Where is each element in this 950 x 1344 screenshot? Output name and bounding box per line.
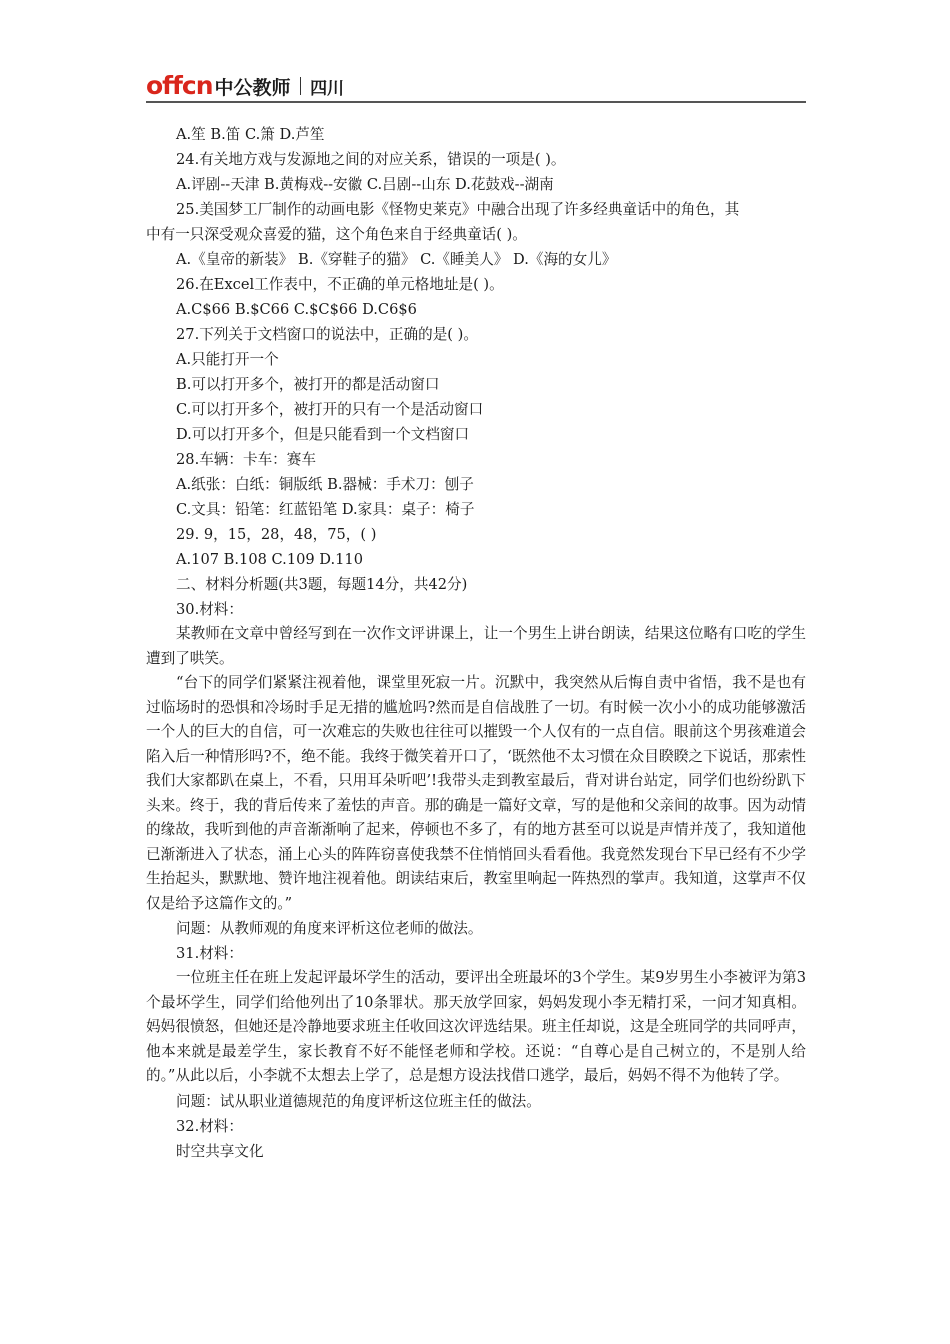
material-30-intro: 某教师在文章中曾经写到在一次作文评讲课上，让一个男生上讲台朗读，结果这位略有口吃的学生遭到了哄笑。 — [146, 625, 806, 667]
logo-region: 四川 — [310, 79, 345, 99]
text-line: A.评剧--天津 B.黄梅戏--安徽 C.吕剧--山东 D.花鼓戏--湖南 — [176, 176, 554, 193]
text-line: A.只能打开一个 — [176, 351, 279, 368]
text-line: A.《皇帝的新装》 B.《穿鞋子的猫》 C.《睡美人》 D.《海的女儿》 — [176, 251, 617, 268]
question-29: 29. 9，15，28，48，75，( ) — [176, 526, 377, 543]
text-line: C.文具：铅笔：红蓝铅笔 D.家具：桌子：椅子 — [176, 501, 475, 518]
material-31: 一位班主任在班上发起评最坏学生的活动，要评出全班最坏的3个学生。某9岁男生小李被评为第3个最坏学生，同学们给他列出了10条罪状。那天放学回家，妈妈发现小李无精打采，一问才知真相。妈妈很愤怒，但她还是冷静地要求班主任收回这次评选结果。班主任却说，这是全班同学的共同呼声，他本来就是最差学生，家长教育不好不能怪老师和学校。还说：“自尊心是自己树立的，不是别人给的。”从此以后，小李就不太想去上学了，总是想方设法找借口逃学，最后，妈妈不得不为他转了学。 — [146, 969, 806, 1084]
question-30-label: 30.材料： — [176, 601, 243, 618]
text-line: 中有一只深受观众喜爱的猫，这个角色来自于经典童话( )。 — [146, 226, 527, 243]
text-line: A.纸张：白纸：铜版纸 B.器械：手术刀：刨子 — [176, 476, 474, 493]
question-25: 25.美国梦工厂制作的动画电影《怪物史莱克》中融合出现了许多经典童话中的角色，其 — [176, 201, 740, 218]
text-line: D.可以打开多个，但是只能看到一个文档窗口 — [176, 426, 470, 443]
text-line: A.C$66 B.$C66 C.$C$66 D.C6$6 — [176, 301, 417, 318]
header-divider — [146, 101, 806, 103]
question-24: 24.有关地方戏与发源地之间的对应关系，错误的一项是( )。 — [176, 151, 566, 168]
question-28: 28.车辆：卡车：赛车 — [176, 451, 316, 468]
question-31-prompt: 问题：试从职业道德规范的角度评析这位班主任的做法。 — [176, 1092, 541, 1110]
logo-separator — [300, 77, 302, 95]
logo-brand: offcn — [146, 71, 213, 100]
text-line: A.笙 B.笛 C.箫 D.芦笙 — [176, 126, 325, 143]
section-heading: 二、材料分析题(共3题，每题14分，共42分) — [176, 576, 468, 593]
question-27: 27.下列关于文档窗口的说法中，正确的是( )。 — [176, 326, 478, 343]
question-26: 26.在Excel工作表中，不正确的单元格地址是( )。 — [176, 276, 504, 293]
document-body — [146, 122, 806, 1164]
question-31-label: 31.材料： — [176, 945, 243, 962]
offcn-logo — [146, 71, 345, 100]
logo-org-name: 中公教师 — [214, 77, 291, 99]
text-line: B.可以打开多个，被打开的都是活动窗口 — [176, 376, 440, 393]
question-30-prompt: 问题：从教师观的角度来评析这位老师的做法。 — [176, 920, 483, 937]
text-line: A.107 B.108 C.109 D.110 — [176, 551, 363, 568]
page-header — [146, 71, 806, 104]
material-32-title: 时空共享文化 — [176, 1142, 264, 1160]
material-30-quote: “台下的同学们紧紧注视着他，课堂里死寂一片。沉默中，我突然从后悔自责中省悟，我不是也有过临场时的恐惧和冷场时手足无措的尴尬吗?然而是自信战胜了一切。有时候一次小小的成功能够激活一个人的巨大的自信，可一次难忘的失败也往往可以摧毁一个人仅有的一点自信。眼前这个男孩难道会陷入后一种情形吗?不，绝不能。我终于微笑着开口了，‘既然他不太习惯在众目睽睽之下说话，那索性我们大家都趴在桌上，不看，只用耳朵听吧’!我带头走到教室最后，背对讲台站定，同学们也纷纷趴下头来。终于，我的背后传来了羞怯的声音。那的确是一篇好文章，写的是他和父亲间的故事。因为动情的缘故，我听到他的声音渐渐响了起来，停顿也不多了，有的地方甚至可以说是声情并茂了，我知道他已渐渐进入了状态，涌上心头的阵阵窃喜使我禁不住悄悄回头看看他。我竟然发现台下早已经有不少学生抬起头，默默地、赞许地注视着他。朗读结束后，教室里响起一阵热烈的掌声。我知道，这掌声不仅仅是给予这篇作文的。” — [146, 674, 806, 912]
question-32-label: 32.材料： — [176, 1117, 243, 1135]
text-line: C.可以打开多个，被打开的只有一个是活动窗口 — [176, 401, 484, 418]
